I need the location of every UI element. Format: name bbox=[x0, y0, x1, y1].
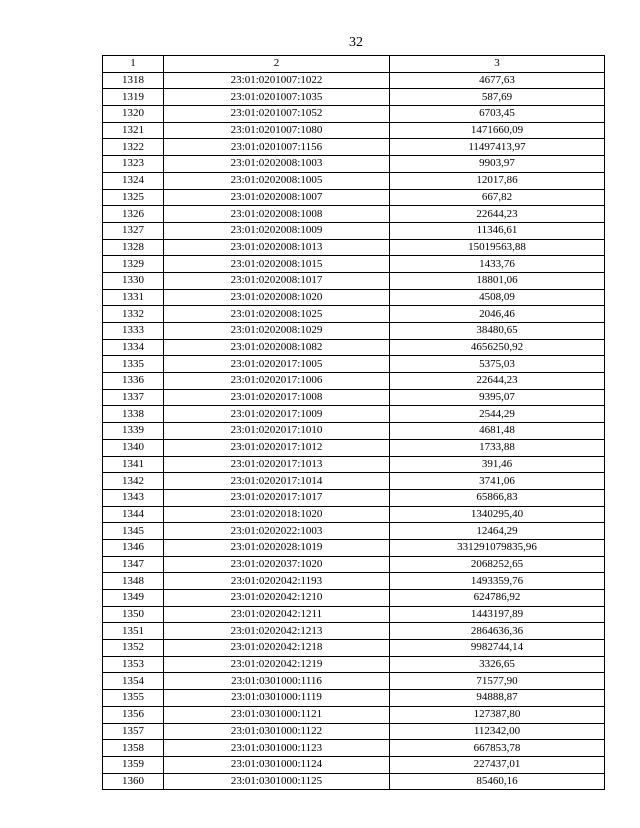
row-number-cell: 1356 bbox=[103, 706, 164, 723]
value-cell: 4656250,92 bbox=[390, 339, 605, 356]
cadastral-number-cell: 23:01:0202042:1213 bbox=[164, 623, 390, 640]
row-number-cell: 1357 bbox=[103, 723, 164, 740]
column-header-2: 2 bbox=[164, 56, 390, 73]
value-cell: 12464,29 bbox=[390, 523, 605, 540]
cadastral-number-cell: 23:01:0202008:1025 bbox=[164, 306, 390, 323]
row-number-cell: 1323 bbox=[103, 156, 164, 173]
cadastral-number-cell: 23:01:0202028:1019 bbox=[164, 539, 390, 556]
page-number: 32 bbox=[349, 35, 363, 50]
table-header-row bbox=[103, 56, 605, 73]
cadastral-number-cell: 23:01:0202017:1013 bbox=[164, 456, 390, 473]
cadastral-number-cell: 23:01:0202042:1193 bbox=[164, 573, 390, 590]
cadastral-number-cell: 23:01:0201007:1052 bbox=[164, 106, 390, 123]
table-row bbox=[103, 356, 605, 373]
table-row bbox=[103, 156, 605, 173]
table-row bbox=[103, 456, 605, 473]
value-cell: 624786,92 bbox=[390, 590, 605, 607]
table-row bbox=[103, 573, 605, 590]
cadastral-number-cell: 23:01:0202008:1005 bbox=[164, 172, 390, 189]
value-cell: 1443197,89 bbox=[390, 606, 605, 623]
table-row bbox=[103, 523, 605, 540]
table-row bbox=[103, 139, 605, 156]
table-row bbox=[103, 239, 605, 256]
cadastral-number-cell: 23:01:0202042:1219 bbox=[164, 656, 390, 673]
row-number-cell: 1320 bbox=[103, 106, 164, 123]
cadastral-number-cell: 23:01:0202017:1017 bbox=[164, 489, 390, 506]
cadastral-number-cell: 23:01:0202008:1015 bbox=[164, 256, 390, 273]
value-cell: 15019563,88 bbox=[390, 239, 605, 256]
cadastral-number-cell: 23:01:0301000:1119 bbox=[164, 690, 390, 707]
table-row bbox=[103, 773, 605, 790]
cadastral-number-cell: 23:01:0202042:1211 bbox=[164, 606, 390, 623]
row-number-cell: 1318 bbox=[103, 72, 164, 89]
row-number-cell: 1355 bbox=[103, 690, 164, 707]
table-row bbox=[103, 106, 605, 123]
value-cell: 2544,29 bbox=[390, 406, 605, 423]
cadastral-number-cell: 23:01:0202008:1003 bbox=[164, 156, 390, 173]
row-number-cell: 1351 bbox=[103, 623, 164, 640]
cadastral-number-cell: 23:01:0301000:1124 bbox=[164, 756, 390, 773]
cadastral-number-cell: 23:01:0202008:1082 bbox=[164, 339, 390, 356]
cadastral-number-cell: 23:01:0202008:1013 bbox=[164, 239, 390, 256]
row-number-cell: 1358 bbox=[103, 740, 164, 757]
cadastral-number-cell: 23:01:0301000:1125 bbox=[164, 773, 390, 790]
table-row bbox=[103, 373, 605, 390]
row-number-cell: 1345 bbox=[103, 523, 164, 540]
row-number-cell: 1329 bbox=[103, 256, 164, 273]
row-number-cell: 1322 bbox=[103, 139, 164, 156]
value-cell: 587,69 bbox=[390, 89, 605, 106]
value-cell: 1433,76 bbox=[390, 256, 605, 273]
cadastral-number-cell: 23:01:0202017:1008 bbox=[164, 389, 390, 406]
row-number-cell: 1349 bbox=[103, 590, 164, 607]
value-cell: 391,46 bbox=[390, 456, 605, 473]
cadastral-number-cell: 23:01:0202017:1010 bbox=[164, 423, 390, 440]
table-row bbox=[103, 323, 605, 340]
table-row bbox=[103, 690, 605, 707]
value-cell: 9395,07 bbox=[390, 389, 605, 406]
row-number-cell: 1353 bbox=[103, 656, 164, 673]
table-row bbox=[103, 506, 605, 523]
cadastral-number-cell: 23:01:0202008:1020 bbox=[164, 289, 390, 306]
table-row bbox=[103, 189, 605, 206]
row-number-cell: 1324 bbox=[103, 172, 164, 189]
row-number-cell: 1348 bbox=[103, 573, 164, 590]
value-cell: 71577,90 bbox=[390, 673, 605, 690]
value-cell: 3741,06 bbox=[390, 473, 605, 490]
table-row bbox=[103, 122, 605, 139]
table-row bbox=[103, 756, 605, 773]
table-row bbox=[103, 706, 605, 723]
value-cell: 4681,48 bbox=[390, 423, 605, 440]
value-cell: 22644,23 bbox=[390, 206, 605, 223]
cadastral-number-cell: 23:01:0202042:1218 bbox=[164, 640, 390, 657]
value-cell: 4677,63 bbox=[390, 72, 605, 89]
table-row bbox=[103, 389, 605, 406]
row-number-cell: 1350 bbox=[103, 606, 164, 623]
table-row bbox=[103, 272, 605, 289]
row-number-cell: 1344 bbox=[103, 506, 164, 523]
cadastral-number-cell: 23:01:0202008:1017 bbox=[164, 272, 390, 289]
cadastral-number-cell: 23:01:0202022:1003 bbox=[164, 523, 390, 540]
table-row bbox=[103, 72, 605, 89]
value-cell: 22644,23 bbox=[390, 373, 605, 390]
table-row bbox=[103, 473, 605, 490]
value-cell: 11497413,97 bbox=[390, 139, 605, 156]
row-number-cell: 1354 bbox=[103, 673, 164, 690]
table-row bbox=[103, 740, 605, 757]
value-cell: 2068252,65 bbox=[390, 556, 605, 573]
row-number-cell: 1325 bbox=[103, 189, 164, 206]
cadastral-number-cell: 23:01:0301000:1123 bbox=[164, 740, 390, 757]
cadastral-number-cell: 23:01:0301000:1121 bbox=[164, 706, 390, 723]
value-cell: 227437,01 bbox=[390, 756, 605, 773]
column-header-1: 1 bbox=[103, 56, 164, 73]
row-number-cell: 1336 bbox=[103, 373, 164, 390]
value-cell: 85460,16 bbox=[390, 773, 605, 790]
cadastral-number-cell: 23:01:0202017:1006 bbox=[164, 373, 390, 390]
row-number-cell: 1342 bbox=[103, 473, 164, 490]
row-number-cell: 1360 bbox=[103, 773, 164, 790]
value-cell: 11346,61 bbox=[390, 222, 605, 239]
row-number-cell: 1337 bbox=[103, 389, 164, 406]
value-cell: 1471660,09 bbox=[390, 122, 605, 139]
row-number-cell: 1352 bbox=[103, 640, 164, 657]
row-number-cell: 1339 bbox=[103, 423, 164, 440]
value-cell: 9903,97 bbox=[390, 156, 605, 173]
table-row bbox=[103, 556, 605, 573]
table-row bbox=[103, 423, 605, 440]
table-row bbox=[103, 606, 605, 623]
cadastral-number-cell: 23:01:0201007:1035 bbox=[164, 89, 390, 106]
table-row bbox=[103, 590, 605, 607]
value-cell: 5375,03 bbox=[390, 356, 605, 373]
table-row bbox=[103, 206, 605, 223]
table-row bbox=[103, 439, 605, 456]
value-cell: 2046,46 bbox=[390, 306, 605, 323]
row-number-cell: 1346 bbox=[103, 539, 164, 556]
cadastral-number-cell: 23:01:0202008:1009 bbox=[164, 222, 390, 239]
column-header-3: 3 bbox=[390, 56, 605, 73]
row-number-cell: 1347 bbox=[103, 556, 164, 573]
table-row bbox=[103, 306, 605, 323]
cadastral-number-cell: 23:01:0202037:1020 bbox=[164, 556, 390, 573]
value-cell: 127387,80 bbox=[390, 706, 605, 723]
value-cell: 667,82 bbox=[390, 189, 605, 206]
table-row bbox=[103, 222, 605, 239]
value-cell: 38480,65 bbox=[390, 323, 605, 340]
table-row bbox=[103, 640, 605, 657]
value-cell: 4508,09 bbox=[390, 289, 605, 306]
cadastral-value-table bbox=[102, 55, 605, 790]
table-row bbox=[103, 289, 605, 306]
row-number-cell: 1340 bbox=[103, 439, 164, 456]
row-number-cell: 1327 bbox=[103, 222, 164, 239]
cadastral-number-cell: 23:01:0201007:1022 bbox=[164, 72, 390, 89]
value-cell: 667853,78 bbox=[390, 740, 605, 757]
cadastral-number-cell: 23:01:0201007:1156 bbox=[164, 139, 390, 156]
row-number-cell: 1335 bbox=[103, 356, 164, 373]
row-number-cell: 1341 bbox=[103, 456, 164, 473]
row-number-cell: 1333 bbox=[103, 323, 164, 340]
cadastral-number-cell: 23:01:0202017:1005 bbox=[164, 356, 390, 373]
value-cell: 1733,88 bbox=[390, 439, 605, 456]
cadastral-number-cell: 23:01:0202008:1008 bbox=[164, 206, 390, 223]
row-number-cell: 1343 bbox=[103, 489, 164, 506]
table-row bbox=[103, 256, 605, 273]
value-cell: 6703,45 bbox=[390, 106, 605, 123]
row-number-cell: 1338 bbox=[103, 406, 164, 423]
value-cell: 1493359,76 bbox=[390, 573, 605, 590]
cadastral-number-cell: 23:01:0202017:1009 bbox=[164, 406, 390, 423]
cadastral-number-cell: 23:01:0301000:1116 bbox=[164, 673, 390, 690]
table-row bbox=[103, 339, 605, 356]
cadastral-number-cell: 23:01:0301000:1122 bbox=[164, 723, 390, 740]
cadastral-number-cell: 23:01:0202017:1012 bbox=[164, 439, 390, 456]
row-number-cell: 1359 bbox=[103, 756, 164, 773]
table-row bbox=[103, 673, 605, 690]
row-number-cell: 1331 bbox=[103, 289, 164, 306]
value-cell: 3326,65 bbox=[390, 656, 605, 673]
row-number-cell: 1319 bbox=[103, 89, 164, 106]
table-body bbox=[103, 72, 605, 790]
cadastral-number-cell: 23:01:0202017:1014 bbox=[164, 473, 390, 490]
row-number-cell: 1332 bbox=[103, 306, 164, 323]
table-row bbox=[103, 489, 605, 506]
table-row bbox=[103, 406, 605, 423]
cadastral-number-cell: 23:01:0202008:1007 bbox=[164, 189, 390, 206]
table-row bbox=[103, 172, 605, 189]
value-cell: 18801,06 bbox=[390, 272, 605, 289]
row-number-cell: 1334 bbox=[103, 339, 164, 356]
cadastral-number-cell: 23:01:0201007:1080 bbox=[164, 122, 390, 139]
row-number-cell: 1326 bbox=[103, 206, 164, 223]
table-row bbox=[103, 656, 605, 673]
row-number-cell: 1328 bbox=[103, 239, 164, 256]
table-row bbox=[103, 89, 605, 106]
table-row bbox=[103, 539, 605, 556]
cadastral-number-cell: 23:01:0202018:1020 bbox=[164, 506, 390, 523]
row-number-cell: 1321 bbox=[103, 122, 164, 139]
cadastral-number-cell: 23:01:0202042:1210 bbox=[164, 590, 390, 607]
value-cell: 112342,00 bbox=[390, 723, 605, 740]
value-cell: 1340295,40 bbox=[390, 506, 605, 523]
table-row bbox=[103, 723, 605, 740]
value-cell: 331291079835,96 bbox=[390, 539, 605, 556]
value-cell: 2864636,36 bbox=[390, 623, 605, 640]
value-cell: 94888,87 bbox=[390, 690, 605, 707]
value-cell: 9982744,14 bbox=[390, 640, 605, 657]
value-cell: 65866,83 bbox=[390, 489, 605, 506]
table-row bbox=[103, 623, 605, 640]
cadastral-number-cell: 23:01:0202008:1029 bbox=[164, 323, 390, 340]
value-cell: 12017,86 bbox=[390, 172, 605, 189]
row-number-cell: 1330 bbox=[103, 272, 164, 289]
